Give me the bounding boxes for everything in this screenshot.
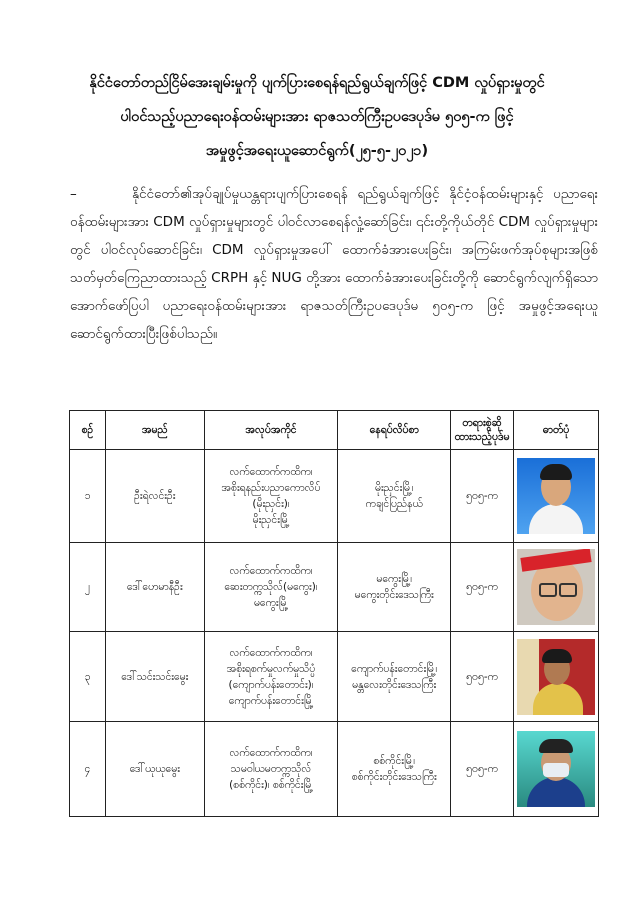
occupation-line: လက်ထောက်ကထိက၊ [229, 747, 313, 759]
occupation-line: လက်ထောက်ကထိက၊ [229, 565, 313, 577]
row-no: ၄ [70, 722, 106, 817]
occupation-line: မကွေးမြို့ [253, 597, 288, 609]
occupation-line: ဆေးတက္ကသိုလ်(မကွေး)၊ [224, 581, 318, 593]
header-no: စဉ် [70, 411, 106, 450]
row-name: ဦးရဲလင်းဦး [105, 450, 204, 543]
row-no: ၁ [70, 450, 106, 543]
title-line: နိုင်ငံတော်တည်ငြိမ်အေးချမ်းမှုကို ပျက်ပြားစေရန်ရည်ရွယ်ချက်ဖြင့် CDM လှုပ်ရှားမှုတွင် [89, 75, 545, 91]
row-occupation [204, 450, 338, 543]
row-no: ၂ [70, 543, 106, 632]
address-line: မန္တလေးတိုင်းဒေသကြီး [352, 678, 437, 691]
address-line: ကျောက်ပန်းတောင်းမြို့၊ [351, 662, 438, 675]
row-occupation [204, 543, 338, 632]
address-line: ကချင်ပြည်နယ် [365, 498, 423, 510]
photo-portrait-woman-red-headband [517, 549, 595, 625]
row-occupation [204, 722, 338, 817]
row-photo [513, 450, 598, 543]
table-row [70, 450, 599, 543]
occupation-line: လက်ထောက်ကထိက၊ [229, 646, 313, 659]
occupation-line: (ကျောက်ပန်းတောင်း)၊ [228, 678, 314, 691]
row-photo [513, 543, 598, 632]
header-address: နေရပ်လိပ်စာ [338, 411, 451, 450]
row-section: ၅၀၅-က [451, 543, 514, 632]
paragraph-text: နိုင်ငံတော်၏အုပ်ချုပ်မှုယန္တရားပျက်ပြားစေရန် ရည်ရွယ်ချက်ဖြင့် နိုင်ငံ့ဝန်ထမ်းများနှင့် ပညာရေးဝန်ထမ်းများအား CDM လှုပ်ရှားမှုများတွင် ပါဝင်လာစေရန်လှုံ့ဆော်ခြင်း၊ ၎င်းတို့ကိုယ်တိုင် CDM လှုပ်ရှားမှုများတွင် ပါဝင်လုပ်ဆောင်ခြင်း၊ CDM လှုပ်ရှားမှုအပေါ် ထောက်ခံအားပေးခြင်း၊ အကြမ်းဖက်အုပ်စုများအဖြစ် သတ်မှတ်ကြေညာထားသည့် CRPH နှင့် NUG တို့အား ထောက်ခံအားပေးခြင်းတို့ကို ဆောင်ရွက်လျက်ရှိသော အောက်ဖော်ပြပါ ပညာရေးဝန်ထမ်းများအား ရာဇသတ်ကြီးဥပဒေပုဒ်မ ၅၀၅-က ဖြင့် အမှုဖွင့်အရေးယူဆောင်ရွက်ထားပြီးဖြစ်ပါသည်။ [70, 186, 598, 342]
occupation-line: လက်ထောက်ကထိက၊ [229, 466, 313, 478]
address-line: မကွေးတိုင်းဒေသကြီး [354, 589, 434, 601]
row-address [338, 632, 451, 722]
occupation-line: (မိုးညှင်း)၊ [252, 498, 290, 510]
row-name: ဒေါ်သင်းသင်းမွေး [105, 632, 204, 722]
address-line: မကွေးမြို့၊ [376, 573, 413, 585]
table-header-row [70, 411, 599, 450]
row-section: ၅၀၅-က [451, 632, 514, 722]
photo-portrait-woman-red-background [517, 639, 595, 715]
row-address [338, 450, 451, 543]
table-row [70, 543, 599, 632]
row-name: ဒေါ်ဟေမာနီဦး [105, 543, 204, 632]
row-section: ၅၀၅-က [451, 450, 514, 543]
occupation-line: သမဝါယမတက္ကသိုလ် [230, 763, 312, 775]
occupation-line: (စစ်ကိုင်း)၊ စစ်ကိုင်းမြို့ [229, 779, 313, 791]
row-address [338, 543, 451, 632]
row-address [338, 722, 451, 817]
title-line: အမှုဖွင့်အရေးယူဆောင်ရွက်(၂၅-၅-၂၀၂၁) [205, 143, 429, 159]
table-row [70, 722, 599, 817]
occupation-line: အစိုးရစက်မှုလက်မှုသိပ္ပံ [226, 662, 316, 675]
row-photo [513, 632, 598, 722]
occupation-line: မိုးညှင်းမြို့ [252, 514, 290, 526]
document-title [40, 66, 594, 168]
row-no: ၃ [70, 632, 106, 722]
occupation-line: အစိုးရနည်းပညာကောလိပ် [221, 482, 321, 494]
title-line: ပါဝင်သည့်ပညာရေးဝန်ထမ်းများအား ရာဇသတ်ကြီးဥပဒေပုဒ်မ ၅၀၅-က ဖြင့် [120, 109, 514, 125]
row-section: ၅၀၅-က [451, 722, 514, 817]
photo-portrait-woman-face-mask [517, 731, 595, 807]
address-line: စစ်ကိုင်းမြို့၊ [373, 755, 415, 767]
photo-portrait-man [517, 458, 595, 534]
header-occupation: အလုပ်အကိုင် [204, 411, 338, 450]
table-row [70, 632, 599, 722]
header-section: တရားစွဲဆို ထားသည့်ပုဒ်မ [451, 411, 514, 450]
occupation-line: ကျောက်ပန်းတောင်းမြို့ [228, 694, 314, 707]
address-line: စစ်ကိုင်းတိုင်းဒေသကြီး [351, 771, 437, 783]
body-paragraph [70, 180, 598, 348]
row-name: ဒေါ်ယုယုမွေး [105, 722, 204, 817]
paragraph-dash: – [70, 186, 77, 202]
accused-staff-table [69, 410, 599, 817]
address-line: မိုးညှင်းမြို့၊ [374, 482, 414, 494]
header-photo: ဓာတ်ပုံ [513, 411, 598, 450]
header-name: အမည် [105, 411, 204, 450]
row-photo [513, 722, 598, 817]
row-occupation [204, 632, 338, 722]
